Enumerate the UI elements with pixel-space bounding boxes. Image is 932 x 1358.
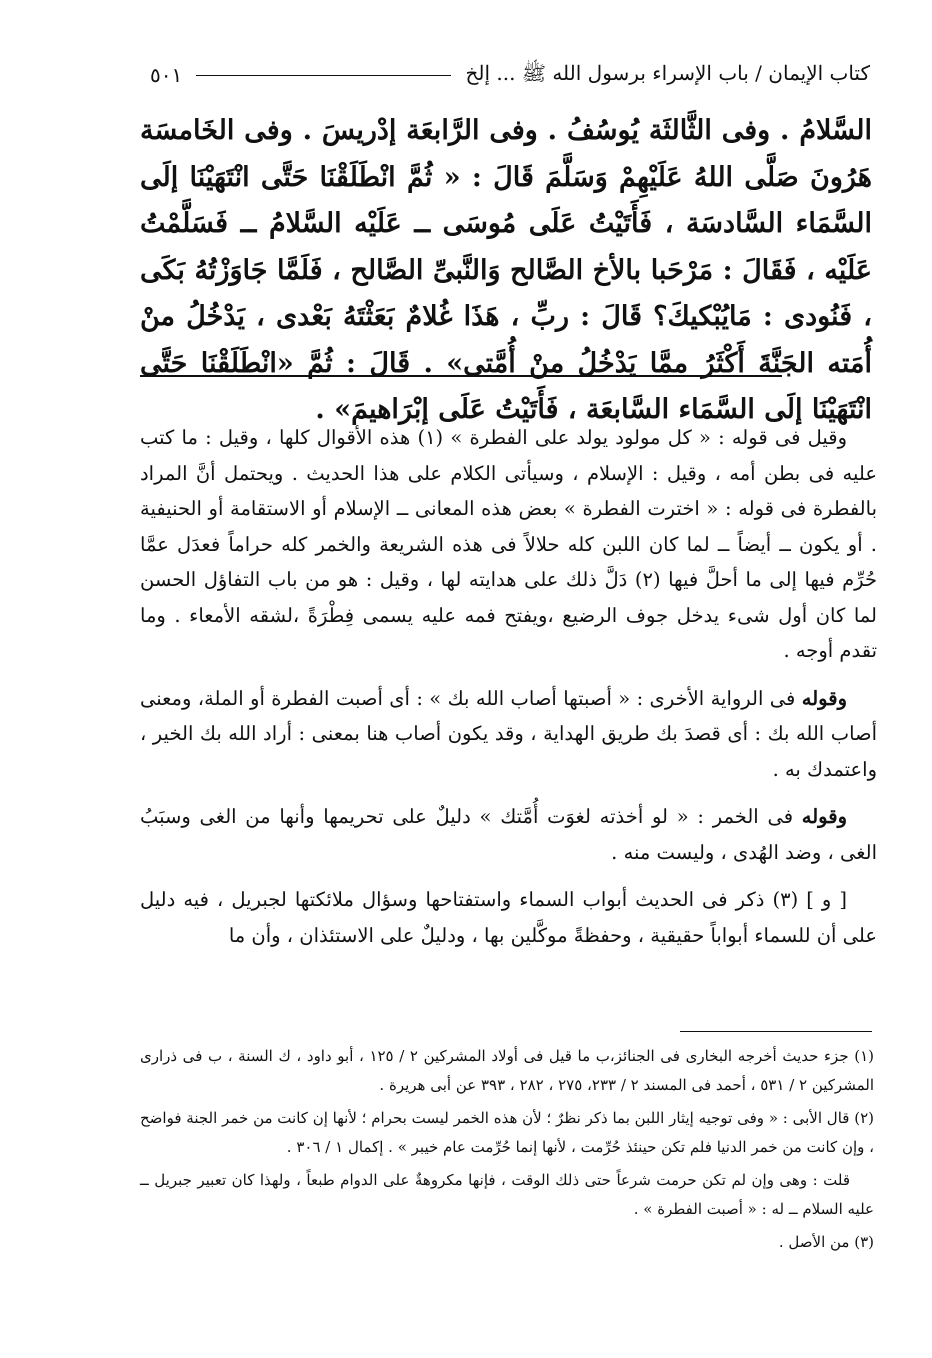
footnote-divider: [680, 1031, 872, 1032]
footnotes-block: [140, 1042, 874, 1261]
paragraph-body: فى الخمر : « لو أخذته لغوَت أُمَّتك » دليلٌ على تحريمها وأنها من الغى وسبَبُ الغى ، وضد الهُدى ، وليست منه .: [140, 805, 877, 864]
commentary-paragraph-3: [140, 799, 877, 870]
commentary-paragraph-4: [ و ] (٣) ذكر فى الحديث أبواب السماء واستفتاحها وسؤال ملائكتها لجبريل ، فيه دليل على أن للسماء أبواباً حقيقية ، وحفظةً موكَّلين بها ، ودليلٌ على الاستئذان ، وأن ما: [140, 888, 877, 947]
footnote-3: (٣) من الأصل .: [778, 1233, 874, 1251]
footnote-2: (٢) قال الأبى : « وفى توجيه إيثار اللبن بما ذكر نظرٌ ؛ لأن هذه الخمر ليست بحرام ؛ لأنها إن كانت من خمر الجنة فواضح ، وإن كانت من خمر الدنيا فلم تكن حينئذ حُرِّمت ، لأنها إنما حُرِّمت عام خيبر » . إكمال ١ / ٣٠٦ .: [140, 1109, 874, 1156]
commentary-block: [140, 420, 877, 965]
paragraph-lead-word: وقوله: [801, 805, 847, 828]
section-divider: [140, 375, 782, 377]
page-number: ٥٠١: [150, 63, 183, 87]
paragraph-lead-word: وقوله: [801, 686, 847, 710]
footnote-2-note: قلت : وهى وإن لم تكن حرمت شرعاً حتى ذلك الوقت ، فإنها مكروهةٌ على الدوام طبعاً ، ولهذا كان تعبير جبريل ــ عليه السلام ــ له : « أصبت الفطرة » .: [140, 1171, 874, 1218]
footnote-1: (١) جزء حديث أخرجه البخارى فى الجنائز،ب ما قيل فى أولاد المشركين ٢ / ١٢٥ ، أبو داود ، ك السنة ، ب فى ذرارى المشركين ٢ / ٥٣١ ، أحمد فى المسند ٢ / ٢٣٣، ٢٧٥ ، ٢٨٢ ، ٣٩٣ عن أبى هريرة .: [140, 1047, 874, 1094]
running-header: [150, 55, 870, 95]
hadith-paragraph: السَّلامُ . وفى الثَّالثَة يُوسُفُ . وفى الرَّابعَة إدْريسَ . وفى الخَامسَة هَرُونَ صَلَّى اللهُ عَلَيْهِمْ وَسَلَّمَ قَالَ : « ثُمَّ انْطَلَقْنَا حَتَّى انْتَهَيْنَا إلَى السَّمَاء السَّادسَة ، فَأَتَيْتُ عَلَى مُوسَى ــ عَلَيْه السَّلامُ ــ فَسَلَّمْتُ عَلَيْه ، فَقَالَ : مَرْحَبا بالأخ الصَّالح وَالنَّبىِّ الصَّالح ، فَلَمَّا جَاوَزْتُهُ بَكَى ، فَنُودى : مَايُبْكيكَ؟ قَالَ : ربِّ ، هَذَا غُلامٌ بَعَثْتَهُ بَعْدى ، يَدْخُلُ منْ أُمَته الجَنَّةَ أَكْثَرُ ممَّا يَدْخُلُ منْ أُمَّتى» . قَالَ : ثُمَّ «انْطَلَقْنَا حَتَّى انْتَهَيْنَا إلَى السَّمَاء السَّابعَة ، فَأَتَيْتُ عَلَى إبْرَاهيمَ» .: [140, 115, 872, 425]
paragraph-body: فى الرواية الأخرى : « أصبتها أصاب الله بك » : أى أصبت الفطرة أو الملة، ومعنى أصاب الله بك : أى قصدَ بك طريق الهداية ، وقد يكون أصاب هنا بمعنى : أراد الله بك الخير ، واعتمدك به .: [140, 686, 877, 781]
commentary-paragraph-2: [140, 681, 877, 788]
hadith-text-block: [140, 108, 872, 434]
commentary-paragraph-1: وقيل فى قوله : « كل مولود يولد على الفطرة » (١) هذه الأقوال كلها ، وقيل : ما كتب عليه فى بطن أمه ، وقيل : الإسلام ، وسيأتى الكلام على هذا الحديث . ويحتمل أنَّ المراد بالفطرة فى قوله : « اخترت الفطرة » بعض هذه المعانى ــ الإسلام أو الاستقامة أو الحنيفية . أو يكون ــ أيضاً ــ لما كان اللبن كله حلالاً فى هذه الشريعة والخمر كله حراماً فعدَل عمَّا حُرِّم فيها إلى ما أحلَّ فيها (٢) دَلَّ ذلك على هدايته لها ، وقيل : هو من باب التفاؤل الحسن لما كان أول شىء يدخل جوف الرضيع ،ويفتح فمه عليه يسمى فِطْرَةً ،لشقه الأمعاء . وما تقدم أوجه .: [140, 426, 877, 662]
header-title: كتاب الإيمان / باب الإسراء برسول الله ﷺ ... إلخ: [465, 60, 870, 85]
header-rule: [196, 75, 451, 76]
